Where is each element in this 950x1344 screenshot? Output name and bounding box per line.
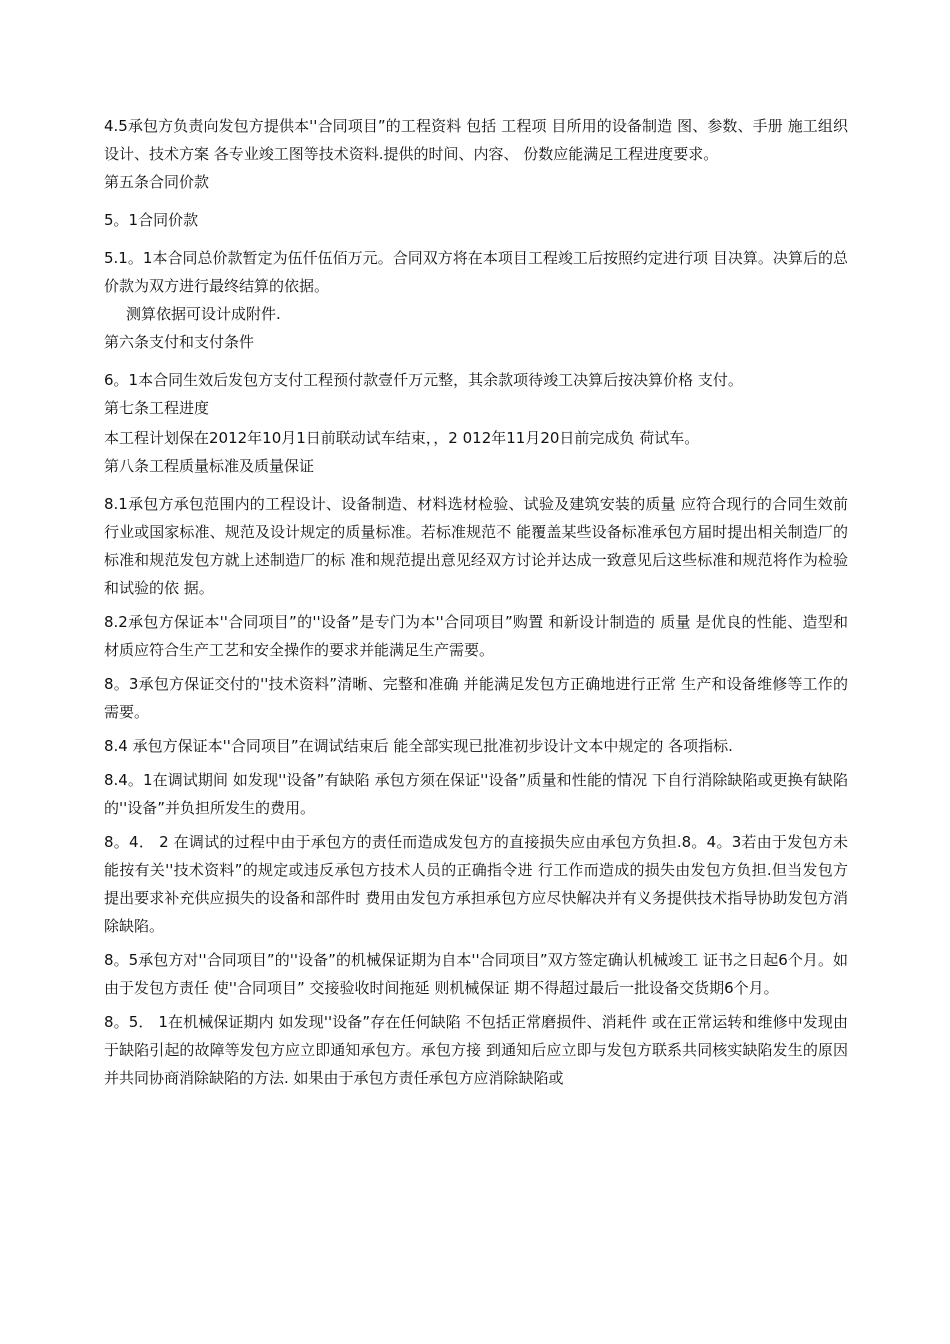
schedule-statement: 本工程计划保在2012年10月1日前联动试车结束，，2 012年11月20日前完成负 荷试车。 [104, 429, 700, 447]
clause-8-4: 8.4 承包方保证本''合同项目”在调试结束后 能全部实现已批准初步设计文本中规定的 各项指标. [104, 737, 733, 755]
heading-article-5: 第五条合同价款 [104, 173, 210, 191]
clause-8-3: 8。3承包方保证交付的''技术资料”清晰、完整和准确 并能满足发包方正确地进行正常 生产和设备维修等工作的需要。 [104, 675, 848, 721]
clause-8-5-1: 8。5． 1在机械保证期内 如发现''设备”存在任何缺陷 不包括正常磨损件、消耗件 或在正常运转和维修中发现由于缺陷引起的故障等发包方应立即通知承包方。承包方接 到通知后应立即与发包方联系共同核实缺陷发生的原因并共同协商消除缺陷的方法. 如果由于承包方责任承包方应消除缺陷或 [104, 1013, 848, 1087]
heading-article-6: 第六条支付和支付条件 [104, 333, 255, 351]
document-body [104, 112, 848, 1092]
clause-6-1: 6。1本合同生效后发包方支付工程预付款壹仟万元整，其余款项待竣工决算后按决算价格 支付。 [104, 371, 743, 389]
clause-5-1-1: 5.1。1本合同总价款暂定为伍仟伍佰万元。合同双方将在本项目工程竣工后按照约定进行项 目决算。决算后的总价款为双方进行最终结算的依据。 [104, 249, 848, 295]
clause-4-5: 4.5承包方负责向发包方提供本''合同项目”的工程资料 包括 工程项 目所用的设备制造 图、参数、手册 施工组织设计、技术方案 各专业竣工图等技术资料.提供的时间、内容、 份数应能满足工程进度要求。 [104, 117, 848, 163]
heading-article-7: 第七条工程进度 [104, 399, 210, 417]
clause-8-1: 8.1承包方承包范围内的工程设计、设备制造、材料选材检验、试验及建筑安装的质量 应符合现行的合同生效前行业或国家标准、规范及设计规定的质量标准。若标准规范不 能覆盖某些设备标准承包方届时提出相关制造厂的标准和规范发包方就上述制造厂的标 准和规范提出意见经双方讨论并达成一致意见后这些标准和规范将作为检验和试验的依 据。 [104, 495, 848, 597]
clause-5-1: 5。1合同价款 [104, 211, 199, 229]
heading-article-8: 第八条工程质量标准及质量保证 [104, 457, 315, 475]
clause-8-4-2: 8。4． 2 在调试的过程中由于承包方的责任而造成发包方的直接损失应由承包方负担.8。4。3若由于发包方未能按有关''技术资料”的规定或违反承包方技术人员的正确指令进 行工作而造成的损失由发包方负担.但当发包方提出要求补充供应损失的设备和部件时 费用由发包方承担承包方应尽快解决并有义务提供技术指导协助发包方消除缺陷。 [104, 833, 848, 935]
clause-8-5: 8。5承包方对''合同项目”的''设备”的机械保证期为自本''合同项目”双方签定确认机械竣工 证书之日起6个月。如由于发包方责任 使''合同项目” 交接验收时间拖延 则机械保证 期不得超过最后一批设备交货期6个月。 [104, 951, 848, 997]
calculation-basis-note: 测算依据可设计成附件. [126, 305, 281, 323]
clause-8-2: 8.2承包方保证本''合同项目”的''设备”是专门为本''合同项目”购置 和新设计制造的 质量 是优良的性能、造型和材质应符合生产工艺和安全操作的要求并能满足生产需要。 [104, 613, 848, 659]
clause-8-4-1: 8.4。1在调试期间 如发现''设备”有缺陷 承包方须在保证''设备”质量和性能的情况 下自行消除缺陷或更换有缺陷的''设备”并负担所发生的费用。 [104, 771, 848, 817]
